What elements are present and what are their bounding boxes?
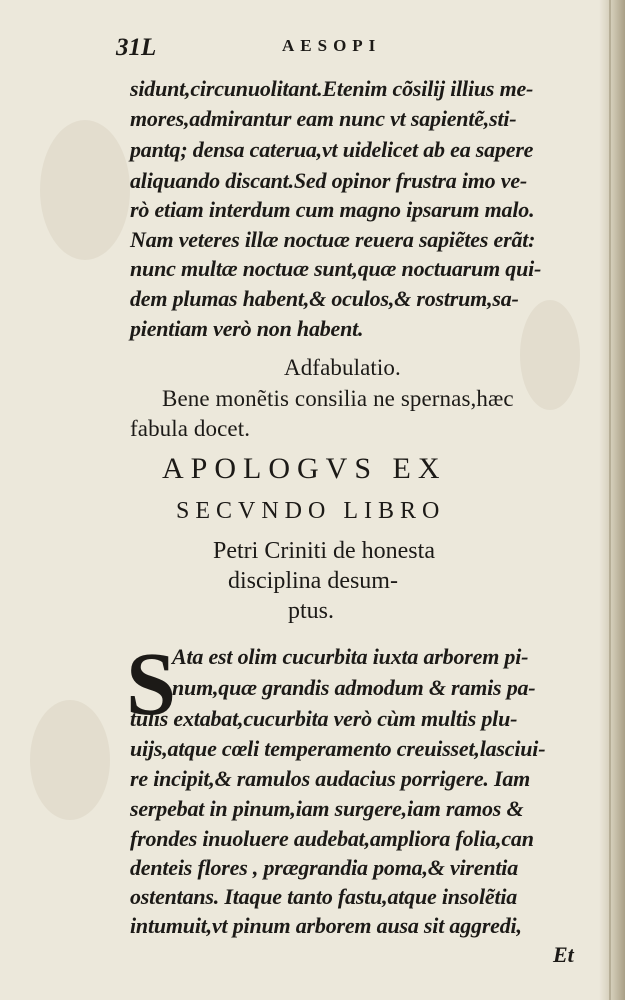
fable-line: ostentans. Itaque tanto fastu,atque insolẽtia [130, 884, 518, 909]
moral-line: fabula docet. [130, 416, 251, 441]
text-line: rò etiam interdum cum magno ipsarum malo. [130, 197, 535, 222]
fable-line: frondes inuoluere audebat,ampliora folia,can [130, 826, 534, 851]
fable-line: tulis extabat,cucurbita verò cùm multis plu- [130, 706, 518, 731]
section-title: APOLOGVS EX [162, 452, 447, 485]
paper-stain [40, 120, 130, 260]
adfabulatio-heading: Adfabulatio. [284, 355, 401, 380]
section-subtitle: Petri Criniti de honesta [213, 538, 435, 564]
text-line: dem plumas habent,& oculos,& rostrum,sa- [130, 286, 519, 311]
section-title-line2: SECVNDO LIBRO [176, 498, 446, 524]
text-line: mores,admirantur eam nunc vt sapientẽ,sti- [130, 106, 517, 131]
running-head [0, 34, 625, 70]
text-line: pantq; densa caterua,vt uidelicet ab ea sapere [130, 137, 534, 162]
paper-stain [520, 300, 580, 410]
folio-number: 31L [116, 34, 157, 61]
drop-capital: S [126, 635, 177, 734]
fable-line: Ata est olim cucurbita iuxta arborem pi- [172, 644, 529, 669]
paper-stain [30, 700, 110, 820]
fable-line: intumuit,vt pinum arborem ausa sit aggredi, [130, 913, 522, 938]
text-line: pientiam verò non habent. [130, 316, 364, 341]
fable-line: serpebat in pinum,iam surgere,iam ramos & [130, 796, 524, 821]
moral-line: Bene monẽtis consilia ne spernas,hæc [162, 386, 514, 411]
section-subtitle: ptus. [288, 598, 335, 624]
text-line: nunc multæ noctuæ sunt,quæ noctuarum qui- [130, 256, 542, 281]
fable-line: re incipit,& ramulos audacius porrigere. Iam [130, 766, 531, 791]
text-line: sidunt,circunuolitant.Etenim cõsilij illius me- [130, 76, 534, 101]
text-line: aliquando discant.Sed opinor frustra imo ve- [130, 168, 528, 193]
section-subtitle: disciplina desum- [228, 568, 398, 594]
binding-edge-line [609, 0, 611, 1000]
running-title: AESOPI [282, 36, 382, 55]
fable-line: uijs,atque cœli temperamento creuisset,lasciui- [130, 736, 546, 761]
text-line: Nam veteres illæ noctuæ reuera sapiẽtes erãt: [130, 227, 536, 252]
catchword: Et [553, 942, 574, 967]
fable-line: num,quæ grandis admodum & ramis pa- [172, 675, 536, 700]
fable-line: denteis flores , prægrandia poma,& virentia [130, 855, 519, 880]
binding-gutter [599, 0, 625, 1000]
